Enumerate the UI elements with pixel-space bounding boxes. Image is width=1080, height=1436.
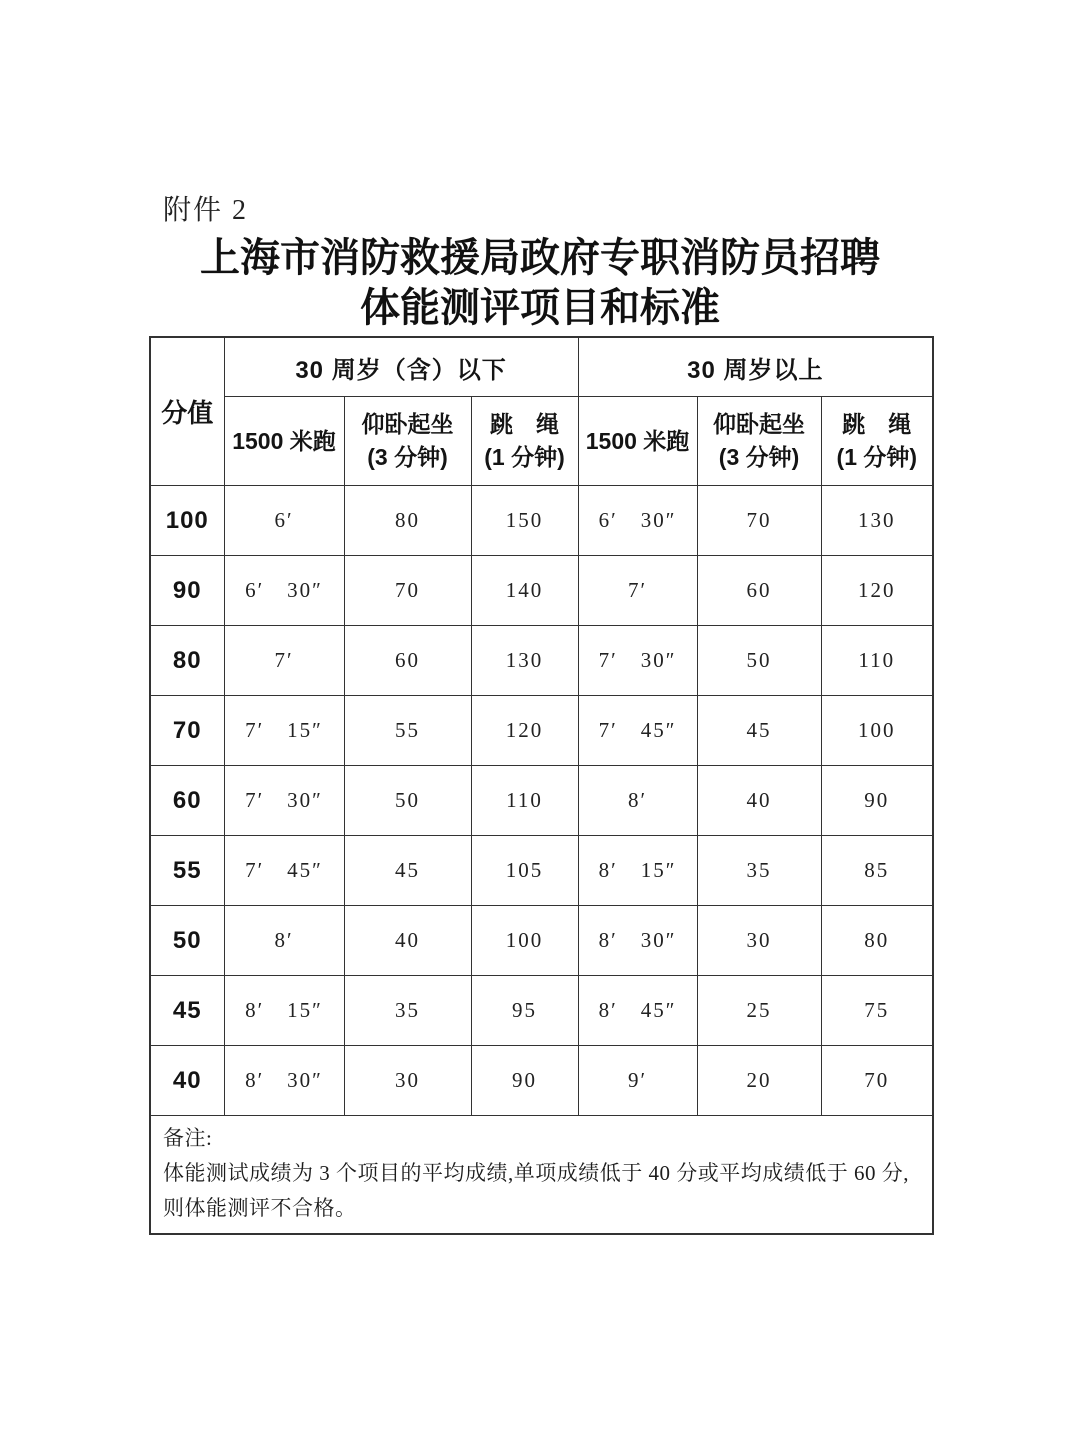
cell-rope-under-30: 140 bbox=[471, 556, 578, 626]
group-header-under-30: 30 周岁（含）以下 bbox=[224, 337, 578, 397]
cell-1500m-under-30: 6′ bbox=[224, 486, 344, 556]
cell-situps-under-30: 40 bbox=[344, 906, 471, 976]
subheader-line1: 跳 绳 bbox=[842, 411, 912, 437]
cell-situps-over-30: 40 bbox=[697, 766, 821, 836]
cell-situps-under-30: 50 bbox=[344, 766, 471, 836]
subheader-line2: (1 分钟) bbox=[484, 444, 565, 470]
table-row bbox=[150, 976, 933, 1046]
cell-situps-under-30: 45 bbox=[344, 836, 471, 906]
cell-rope-over-30: 85 bbox=[821, 836, 933, 906]
cell-situps-under-30: 55 bbox=[344, 696, 471, 766]
score-cell: 55 bbox=[150, 836, 224, 906]
score-cell: 45 bbox=[150, 976, 224, 1046]
subheader-line2: (3 分钟) bbox=[367, 444, 448, 470]
table-row bbox=[150, 766, 933, 836]
table-row bbox=[150, 1046, 933, 1116]
subheader-rope-over-30 bbox=[821, 397, 933, 486]
subheader-rope-under-30 bbox=[471, 397, 578, 486]
cell-1500m-under-30: 8′ 15″ bbox=[224, 976, 344, 1046]
cell-situps-under-30: 60 bbox=[344, 626, 471, 696]
cell-rope-under-30: 150 bbox=[471, 486, 578, 556]
cell-rope-over-30: 100 bbox=[821, 696, 933, 766]
cell-1500m-under-30: 7′ 45″ bbox=[224, 836, 344, 906]
subheader-line1: 仰卧起坐 bbox=[713, 411, 806, 437]
cell-rope-under-30: 110 bbox=[471, 766, 578, 836]
cell-1500m-under-30: 8′ 30″ bbox=[224, 1046, 344, 1116]
table-row bbox=[150, 906, 933, 976]
subheader-1500m-under-30 bbox=[224, 397, 344, 486]
cell-1500m-under-30: 7′ bbox=[224, 626, 344, 696]
attachment-label: 附件 2 bbox=[163, 195, 249, 226]
cell-1500m-under-30: 8′ bbox=[224, 906, 344, 976]
doc-title-line1: 上海市消防救援局政府专职消防员招聘 bbox=[200, 235, 880, 280]
cell-rope-under-30: 90 bbox=[471, 1046, 578, 1116]
cell-situps-under-30: 30 bbox=[344, 1046, 471, 1116]
cell-rope-over-30: 110 bbox=[821, 626, 933, 696]
cell-1500m-over-30: 7′ 45″ bbox=[578, 696, 697, 766]
subheader-line1: 跳 绳 bbox=[490, 411, 560, 437]
doc-title bbox=[0, 233, 1080, 333]
cell-situps-under-30: 80 bbox=[344, 486, 471, 556]
cell-rope-under-30: 105 bbox=[471, 836, 578, 906]
cell-situps-under-30: 35 bbox=[344, 976, 471, 1046]
cell-situps-over-30: 70 bbox=[697, 486, 821, 556]
cell-rope-over-30: 70 bbox=[821, 1046, 933, 1116]
notes-text-line1: 体能测试成绩为 3 个项目的平均成绩,单项成绩低于 40 分或平均成绩低于 60 分, bbox=[163, 1161, 909, 1185]
notes-row bbox=[150, 1116, 933, 1235]
subheader-line2: (1 分钟) bbox=[836, 444, 918, 470]
cell-1500m-over-30: 6′ 30″ bbox=[578, 486, 697, 556]
cell-rope-over-30: 120 bbox=[821, 556, 933, 626]
cell-1500m-over-30: 8′ bbox=[578, 766, 697, 836]
score-column-header: 分值 bbox=[150, 337, 224, 486]
cell-situps-over-30: 20 bbox=[697, 1046, 821, 1116]
cell-situps-over-30: 25 bbox=[697, 976, 821, 1046]
table-row bbox=[150, 486, 933, 556]
score-cell: 70 bbox=[150, 696, 224, 766]
cell-1500m-over-30: 9′ bbox=[578, 1046, 697, 1116]
cell-1500m-over-30: 8′ 30″ bbox=[578, 906, 697, 976]
score-cell: 60 bbox=[150, 766, 224, 836]
score-cell: 40 bbox=[150, 1046, 224, 1116]
cell-rope-under-30: 130 bbox=[471, 626, 578, 696]
subheader-line2: (3 分钟) bbox=[718, 444, 800, 470]
subheader-situps-under-30 bbox=[344, 397, 471, 486]
notes-label: 备注: bbox=[163, 1126, 213, 1150]
cell-rope-under-30: 100 bbox=[471, 906, 578, 976]
score-cell: 90 bbox=[150, 556, 224, 626]
fitness-standards-table bbox=[149, 336, 934, 1235]
subheader-line1: 仰卧起坐 bbox=[361, 411, 454, 437]
subheader-line1: 1500 米跑 bbox=[585, 427, 690, 454]
cell-1500m-over-30: 7′ 30″ bbox=[578, 626, 697, 696]
cell-situps-over-30: 30 bbox=[697, 906, 821, 976]
cell-situps-over-30: 45 bbox=[697, 696, 821, 766]
cell-situps-under-30: 70 bbox=[344, 556, 471, 626]
cell-rope-under-30: 95 bbox=[471, 976, 578, 1046]
cell-1500m-over-30: 8′ 15″ bbox=[578, 836, 697, 906]
notes-text-line2: 则体能测评不合格。 bbox=[163, 1196, 357, 1220]
cell-situps-over-30: 50 bbox=[697, 626, 821, 696]
doc-title-line2: 体能测评项目和标准 bbox=[360, 285, 720, 330]
group-header-over-30: 30 周岁以上 bbox=[578, 337, 933, 397]
cell-rope-over-30: 80 bbox=[821, 906, 933, 976]
cell-1500m-over-30: 7′ bbox=[578, 556, 697, 626]
cell-situps-over-30: 60 bbox=[697, 556, 821, 626]
score-cell: 50 bbox=[150, 906, 224, 976]
cell-1500m-over-30: 8′ 45″ bbox=[578, 976, 697, 1046]
cell-situps-over-30: 35 bbox=[697, 836, 821, 906]
subheader-1500m-over-30 bbox=[578, 397, 697, 486]
cell-1500m-under-30: 6′ 30″ bbox=[224, 556, 344, 626]
table-row bbox=[150, 836, 933, 906]
table-row bbox=[150, 556, 933, 626]
subheader-situps-over-30 bbox=[697, 397, 821, 486]
cell-1500m-under-30: 7′ 15″ bbox=[224, 696, 344, 766]
score-cell: 80 bbox=[150, 626, 224, 696]
cell-rope-under-30: 120 bbox=[471, 696, 578, 766]
table-row bbox=[150, 696, 933, 766]
cell-rope-over-30: 75 bbox=[821, 976, 933, 1046]
cell-rope-over-30: 90 bbox=[821, 766, 933, 836]
score-cell: 100 bbox=[150, 486, 224, 556]
subheader-line1: 1500 米跑 bbox=[232, 427, 336, 454]
table-row bbox=[150, 626, 933, 696]
notes-cell bbox=[150, 1116, 933, 1235]
cell-1500m-under-30: 7′ 30″ bbox=[224, 766, 344, 836]
cell-rope-over-30: 130 bbox=[821, 486, 933, 556]
